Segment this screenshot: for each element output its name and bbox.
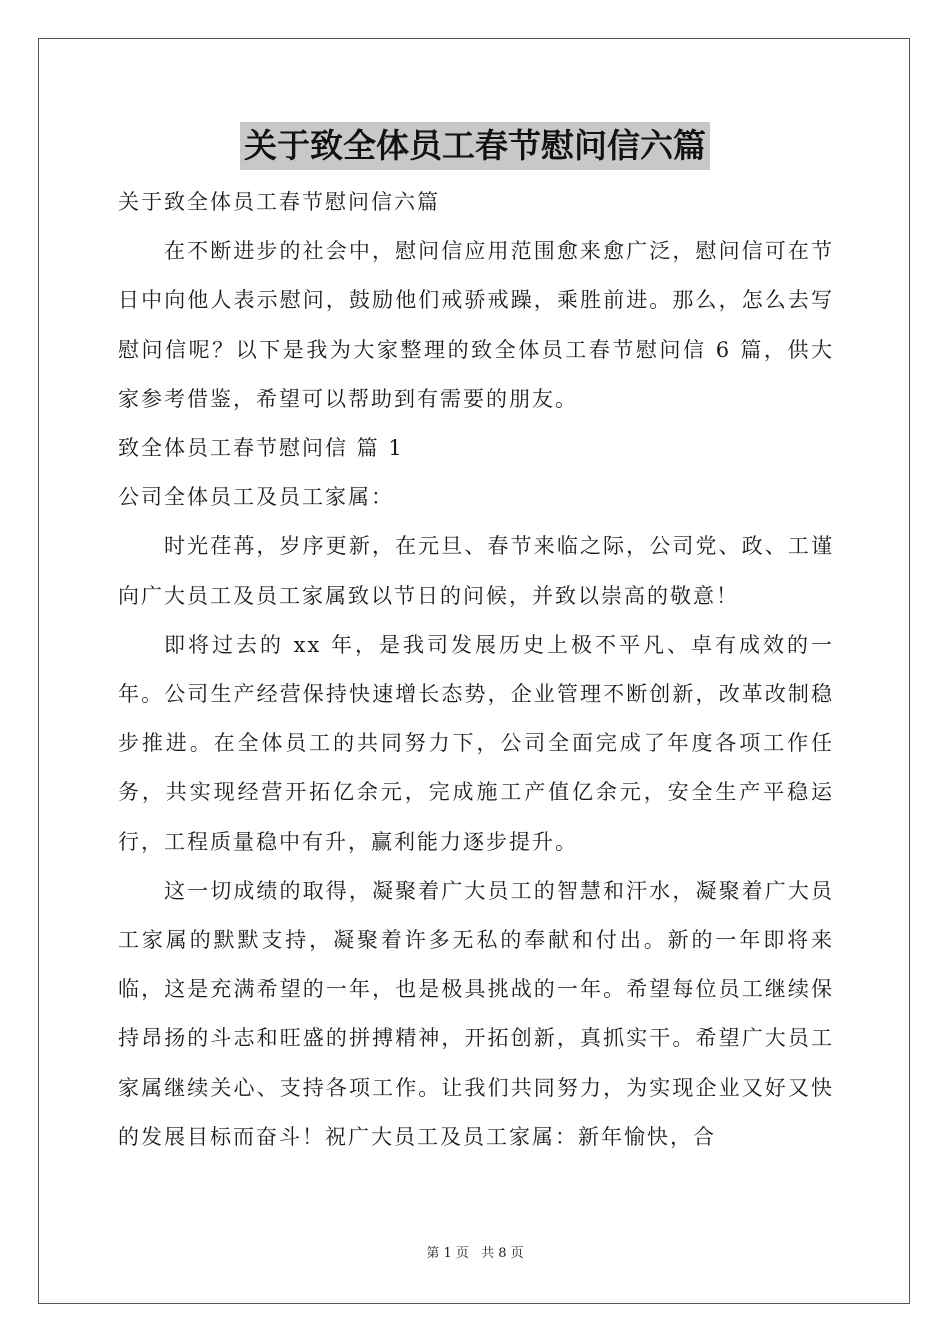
salutation: 公司全体员工及员工家属：: [118, 485, 394, 510]
page-total: 共 8 页: [481, 1246, 524, 1261]
paragraph-body: 这一切成绩的取得，凝聚着广大员工的智慧和汗水，凝聚着广大员工家属的默默支持，凝聚着许多无私的奉献和付出。新的一年即将来临，这是充满希望的一年，也是极具挑战的一年。希望每位员工继续保持昂扬的斗志和旺盛的拼搏精神，开拓创新，真抓实干。希望广大员工家属继续关心、支持各项工作。让我们共同努力，为实现企业又好又快的发展目标而奋斗！祝广大员工及员工家属：新年愉快，合: [118, 878, 834, 1149]
paragraph-body: 即将过去的 xx 年，是我司发展历史上极不平凡、卓有成效的一年。公司生产经营保持快速增长态势，企业管理不断创新，改革改制稳步推进。在全体员工的共同努力下，公司全面完成了年度各项工作任务，共实现经营开拓亿余元，完成施工产值亿余元，安全生产平稳运行，工程质量稳中有升，赢利能力逐步提升。: [118, 632, 834, 854]
paragraph-subtitle: 关于致全体员工春节慰问信六篇: [118, 190, 440, 214]
paragraph-body: 时光荏苒，岁序更新，在元旦、春节来临之际，公司党、政、工谨向广大员工及员工家属致以节日的问候，并致以崇高的敬意！: [118, 534, 834, 608]
paragraph-intro: 在不断进步的社会中，慰问信应用范围愈来愈广泛，慰问信可在节日中向他人表示慰问，鼓励他们戒骄戒躁，乘胜前进。那么，怎么去写慰问信呢？以下是我为大家整理的致全体员工春节慰问信 6 篇，供大家参考借鉴，希望可以帮助到有需要的朋友。: [118, 239, 834, 411]
document-title: 关于致全体员工春节慰问信六篇: [240, 122, 710, 170]
title-container: [0, 122, 950, 170]
section-heading: 致全体员工春节慰问信 篇 1: [118, 436, 404, 461]
page-number: 第 1 页: [426, 1246, 469, 1261]
page-footer: [0, 1244, 950, 1264]
document-body: [118, 178, 834, 1162]
